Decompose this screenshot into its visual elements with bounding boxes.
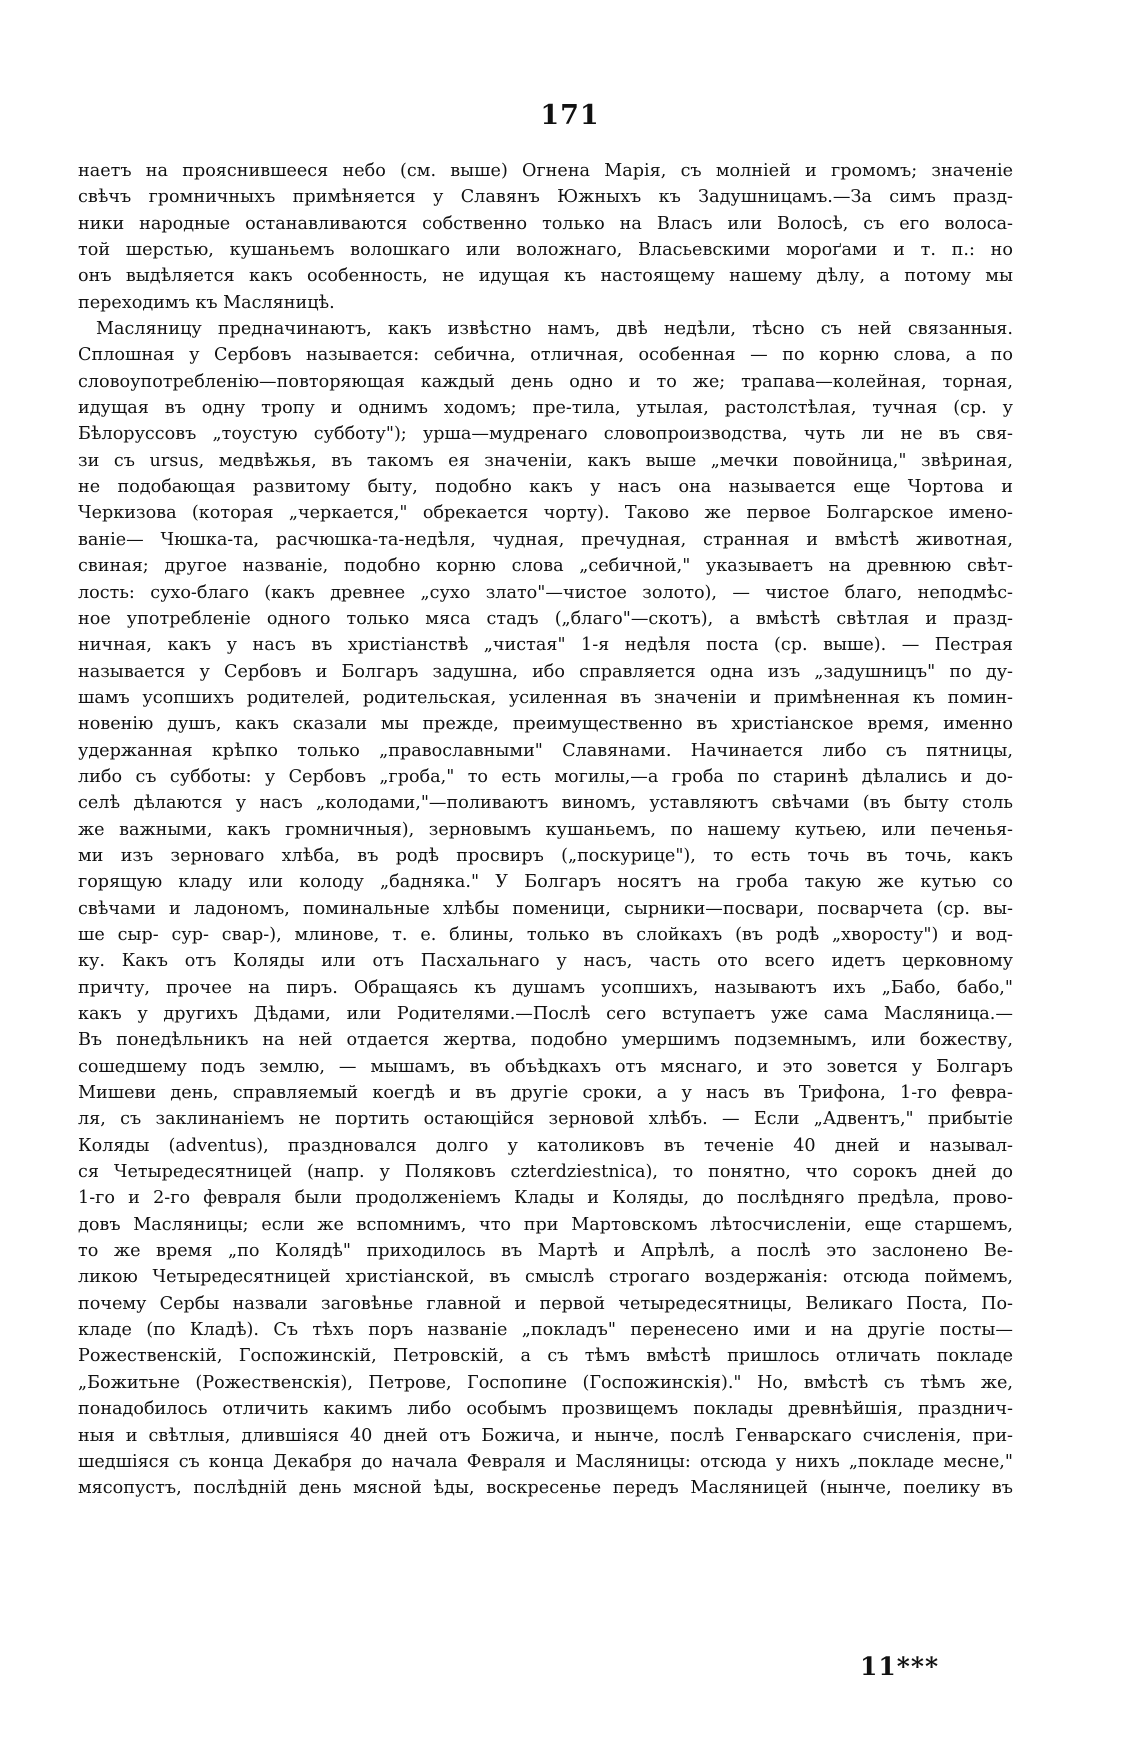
text-line: ное употребленіе одного только мяса стадъ („благо"—скотъ), а вмѣстѣ свѣтлая и празд-	[78, 608, 1013, 629]
text-line: свѣчами и ладономъ, поминальные хлѣбы поменици, сырники—посвари, посварчета (ср. вы-	[78, 898, 1013, 919]
text-line: свиная; другое названіе, подобно корню слова „себичной," указываетъ на древнюю свѣт-	[78, 556, 1013, 577]
text-line: Масляницу предначинаютъ, какъ извѣстно намъ, двѣ недѣли, тѣсно съ ней связанныя.	[96, 319, 1013, 340]
text-line: горящую кладу или колоду „бадняка." У Болгаръ носятъ на гроба такую же кутью со	[78, 872, 1013, 893]
text-line: селѣ дѣлаются у насъ „колодами,"—поливаютъ виномъ, уставляютъ свѣчами (въ быту столь	[78, 793, 1013, 814]
text-line: новенію душъ, какъ сказали мы прежде, преимущественно въ христіанское время, именно	[78, 714, 1013, 735]
text-line: ше сыр- сур- свар-), млинове, т. е. блины, только въ слойкахъ (въ родѣ „хворосту") и вод-	[78, 924, 1013, 945]
text-line: почему Сербы назвали заговѣнье главной и первой четыредесятницы, Великаго Поста, По-	[78, 1293, 1013, 1314]
text-line: же важными, какъ громничныя), зерновымъ кушаньемъ, по нашему кутьею, или печенья-	[78, 819, 1013, 840]
text-line: ля, съ заклинаніемъ не портить остающійся зерновой хлѣбъ. — Если „Адвентъ," прибытіе	[78, 1109, 1013, 1130]
text-line: словоупотребленію—повторяющая каждый день одно и то же; трапава—колейная, торная,	[78, 371, 1013, 392]
text-line: ничная, какъ у насъ въ христіанствѣ „чистая" 1-я недѣля поста (ср. выше). — Пестрая	[78, 635, 1013, 656]
text-line: зи съ ursus, медвѣжья, въ такомъ ея значеніи, какъ выше „мечки повойница," звѣриная,	[78, 450, 1013, 471]
signature-mark: 11***	[860, 1652, 940, 1681]
text-line: какъ у другихъ Дѣдами, или Родителями.—Послѣ сего вступаетъ уже сама Масляница.—	[78, 1004, 1013, 1024]
text-line: либо съ субботы: у Сербовъ „гроба," то есть могилы,—а гроба по старинѣ дѣлались и до-	[78, 766, 1013, 787]
text-line: Сплошная у Сербовъ называется: себична, отличная, особенная — по корню слова, а по	[78, 345, 1013, 366]
text-line: переходимъ къ Масляницѣ.	[78, 292, 335, 313]
text-line: довъ Масляницы; если же вспомнимъ, что при Мартовскомъ лѣтосчисленіи, еще старшемъ,	[78, 1214, 1013, 1235]
text-line: Рожественскій, Госпожинскій, Петровскій, а съ тѣмъ вмѣстѣ пришлось отличать покладе	[78, 1346, 1013, 1367]
text-line: мясопустъ, послѣдній день мясной ѣды, воскресенье передъ Масляницей (нынче, поелику въ	[78, 1478, 1013, 1499]
text-line: „Божитьне (Рожественскія), Петрове, Госпопине (Госпожинскія)." Но, вмѣстѣ съ тѣмъ же,	[78, 1372, 1013, 1393]
text-line: 1-го и 2-го февраля были продолженіемъ Клады и Коляды, до послѣдняго предѣла, прово-	[78, 1188, 1013, 1209]
text-line: Черкизова (которая „черкается," обрекается чорту). Таково же первое Болгарское имено-	[78, 503, 1013, 524]
text-line: шедшіяся съ конца Декабря до начала Февраля и Масляницы: отсюда у нихъ „покладе месне,"	[78, 1451, 1013, 1472]
text-line: идущая въ одну тропу и однимъ ходомъ; пре-тила, утылая, растолстѣлая, тучная (ср. у	[78, 398, 1013, 419]
text-line: ники народные останавливаются собственно только на Власъ или Волосѣ, съ его волоса-	[78, 213, 1013, 234]
text-line: Коляды (adventus), праздновался долго у католиковъ въ теченіе 40 дней и называл-	[78, 1135, 1013, 1156]
text-line: ку. Какъ отъ Коляды или отъ Пасхальнаго у насъ, часть ото всего идетъ церковному	[78, 951, 1013, 972]
text-line: то же время „по Колядѣ" приходилось въ Мартѣ и Апрѣлѣ, а послѣ это заслонено Ве-	[78, 1241, 1013, 1262]
body-text	[78, 158, 1013, 1502]
text-line: ваніе— Чюшка-та, расчюшка-та-недѣля, чудная, пречудная, странная и вмѣстѣ животная,	[78, 529, 1013, 550]
text-line: лость: сухо-благо (какъ древнее „сухо злато"—чистое золото), — чистое благо, неподмѣс-	[78, 582, 1013, 603]
text-line: ликою Четыредесятницей христіанской, въ смыслѣ строгаго воздержанія: отсюда поймемъ,	[78, 1267, 1013, 1288]
text-line: ми изъ зерноваго хлѣба, въ родѣ просвиръ („поскурице"), то есть точь въ точь, какъ	[78, 845, 1013, 866]
text-line: ся Четыредесятницей (напр. у Поляковъ czterdziestnica), то понятно, что сорокъ дней до	[78, 1162, 1013, 1183]
text-line: онъ выдѣляется какъ особенность, не идущая къ настоящему нашему дѣлу, а потому мы	[78, 266, 1013, 287]
text-line: свѣчъ громничныхъ примѣняется у Славянъ Южныхъ къ Задушницамъ.—За симъ празд-	[78, 187, 1013, 208]
text-line: шамъ усопшихъ родителей, родительская, усиленная въ значеніи и примѣненная къ помин-	[78, 687, 1013, 708]
text-line: не подобающая развитому быту, подобно какъ у насъ она называется еще Чортова и	[78, 477, 1013, 498]
text-line: причту, прочее на пиръ. Обращаясь къ душамъ усопшихъ, называютъ ихъ „Бабо, бабо,"	[78, 977, 1013, 998]
text-line: сошедшему подъ землю, — мышамъ, въ объѣдкахъ отъ мяснаго, и это зовется у Болгаръ	[78, 1056, 1013, 1077]
text-line: называется у Сербовъ и Болгаръ задушна, ибо справляется одна изъ „задушницъ" по ду-	[78, 661, 1013, 682]
text-line: удержанная крѣпко только „православными" Славянами. Начинается либо съ пятницы,	[78, 740, 1013, 761]
text-line: понадобилось отличить какимъ либо особымъ прозвищемъ поклады древнѣйшія, празднич-	[78, 1399, 1013, 1420]
text-line: той шерстью, кушаньемъ волошкаго или воложнаго, Власьевскими мороґами и т. п.: но	[78, 240, 1013, 261]
text-line: наетъ на прояснившееся небо (см. выше) Огнена Марія, съ молніей и громомъ; значеніе	[78, 161, 1013, 181]
text-line: Мишеви день, справляемый коегдѣ и въ другіе сроки, а у насъ въ Трифона, 1-го февра-	[78, 1083, 1013, 1104]
text-line: Бѣлоруссовъ „тоустую субботу"); урша—мудренаго словопроизводства, чуть ли не въ свя-	[78, 424, 1013, 445]
page-number: 171	[540, 100, 600, 131]
text-line: Въ понедѣльникъ на ней отдается жертва, подобно умершимъ подземнымъ, или божеству,	[78, 1030, 1013, 1051]
text-line: кладе (по Кладѣ). Съ тѣхъ поръ названіе „покладъ" перенесено ими и на другіе посты—	[78, 1320, 1013, 1341]
text-line: ныя и свѣтлыя, длившіяся 40 дней отъ Божича, и нынче, послѣ Генварскаго счисленія, при-	[78, 1425, 1013, 1446]
